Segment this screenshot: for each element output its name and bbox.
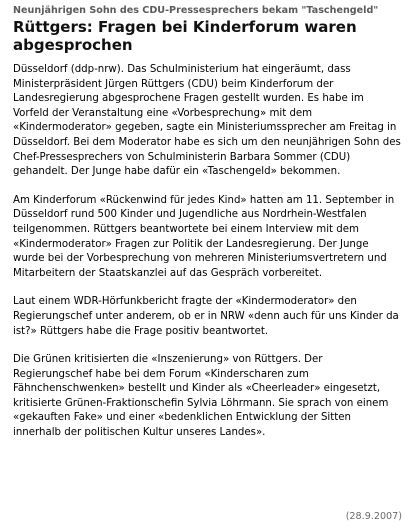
article-paragraph: Laut einem WDR-Hörfunkbericht fragte der «Kindermoderator» den Regierungschef unter anderem, ob er in NRW «denn auch für uns Kinder da ist?» Rüttgers habe die Frage positiv beantwortet. [13,296,399,337]
article-paragraph: Düsseldorf (ddp-nrw). Das Schulministerium hat eingeräumt, dass Ministerpräsident Jürgen Rüttgers (CDU) beim Kinderforum der Landesregierung abgesprochene Fragen gestellt wurden. Es habe im Vorfeld der Veranstaltung eine «Vorbesprechung» mit dem «Kindermoderator» gegeben, sagte ein Ministeriumssprecher am Freitag in Düsseldorf. Bei dem Moderator habe es sich um den neunjährigen Sohn des Chef-Pressesprechers von Schulministerin Barbara Sommer (CDU) gehandelt. Der Junge habe dafür ein «Taschengeld» bekommen. [13,64,401,178]
article-paragraph: Am Kinderforum «Rückenwind für jedes Kind» hatten am 11. September in Düsseldorf rund 500 Kinder und Jugendliche aus Nordrhein-Westfalen teilgenommen. Rüttgers beantwortete bei einem Interview mit dem «Kindermoderator» Fragen zur Politik der Landesregierung. Der Junge wurde bei der Vorbesprechung von mehreren Ministeriumsvertretern und Mitarbeitern der Staatskanzlei auf das Gespräch vorbereitet. [13,194,395,279]
article-kicker: Neunjährigen Sohn des CDU-Pressesprechers bekam "Taschengeld" [13,5,379,16]
article-paragraph: Die Grünen kritisierten die «Inszenierung» von Rüttgers. Der Regierungschef habe bei dem Forum «Kinderscharen zum Fähnchenschwenken» bestellt und Kinder als «Cheerleader» eingesetzt, kritisierte Grünen-Fraktionschefin Sylvia Löhrmann. Sie sprach von einem «gekauften Fake» und einer «bedenklichen Entwicklung der Sitten innerhalb der politischen Kultur unseres Landes». [13,354,389,439]
article-date: (28.9.2007) [345,511,402,522]
article-body [13,63,402,441]
article-headline: Rüttgers: Fragen bei Kinderforum waren abgesprochen [13,18,357,54]
